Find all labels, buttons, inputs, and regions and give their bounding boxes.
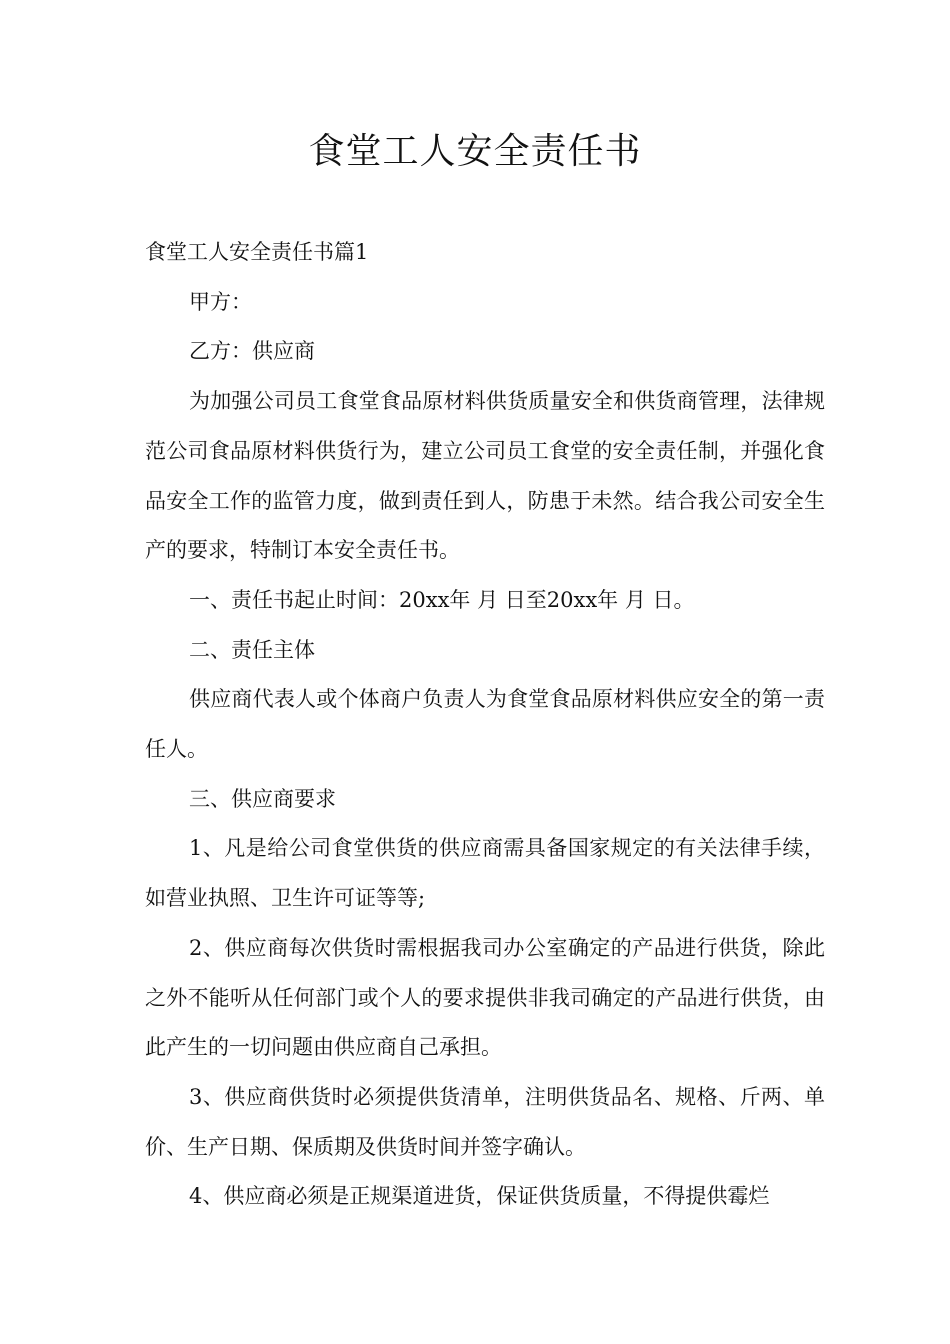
paragraph-term: 一、责任书起止时间：20xx年 月 日至20xx年 月 日。 [189,587,695,612]
paragraph-heading-responsible-party: 二、责任主体 [189,637,315,662]
paragraph-requirement-2: 2、供应商每次供货时需根据我司办公室确定的产品进行供货，除此之外不能听从任何部门或个人的要求提供非我司确定的产品进行供货，由此产生的一切问题由供应商自己承担。 [145,935,825,1060]
paragraph-requirement-4: 4、供应商必须是正规渠道进货，保证供货质量，不得提供霉烂 [189,1184,770,1209]
paragraph-heading-supplier-requirements: 三、供应商要求 [189,786,336,811]
paragraph-responsible-party: 供应商代表人或个体商户负责人为食堂食品原材料供应安全的第一责任人。 [145,687,825,762]
paragraph-requirement-3: 3、供应商供货时必须提供货清单，注明供货品名、规格、斤两、单价、生产日期、保质期及供货时间并签字确认。 [145,1084,825,1159]
paragraph-party-b: 乙方：供应商 [189,339,315,364]
paragraph-purpose: 为加强公司员工食堂食品原材料供货质量安全和供货商管理，法律规范公司食品原材料供货行为，建立公司员工食堂的安全责任制，并强化食品安全工作的监管力度，做到责任到人，防患于未然。结合我公司安全生产的要求，特制订本安全责任书。 [145,389,825,563]
paragraph-requirement-1: 1、凡是给公司食堂供货的供应商需具备国家规定的有关法律手续，如营业执照、卫生许可证等等; [145,836,825,911]
document-title: 食堂工人安全责任书 [308,131,642,172]
document-body [145,228,825,1222]
paragraph-party-a: 甲方： [189,289,252,314]
section-heading: 食堂工人安全责任书篇1 [145,240,369,264]
